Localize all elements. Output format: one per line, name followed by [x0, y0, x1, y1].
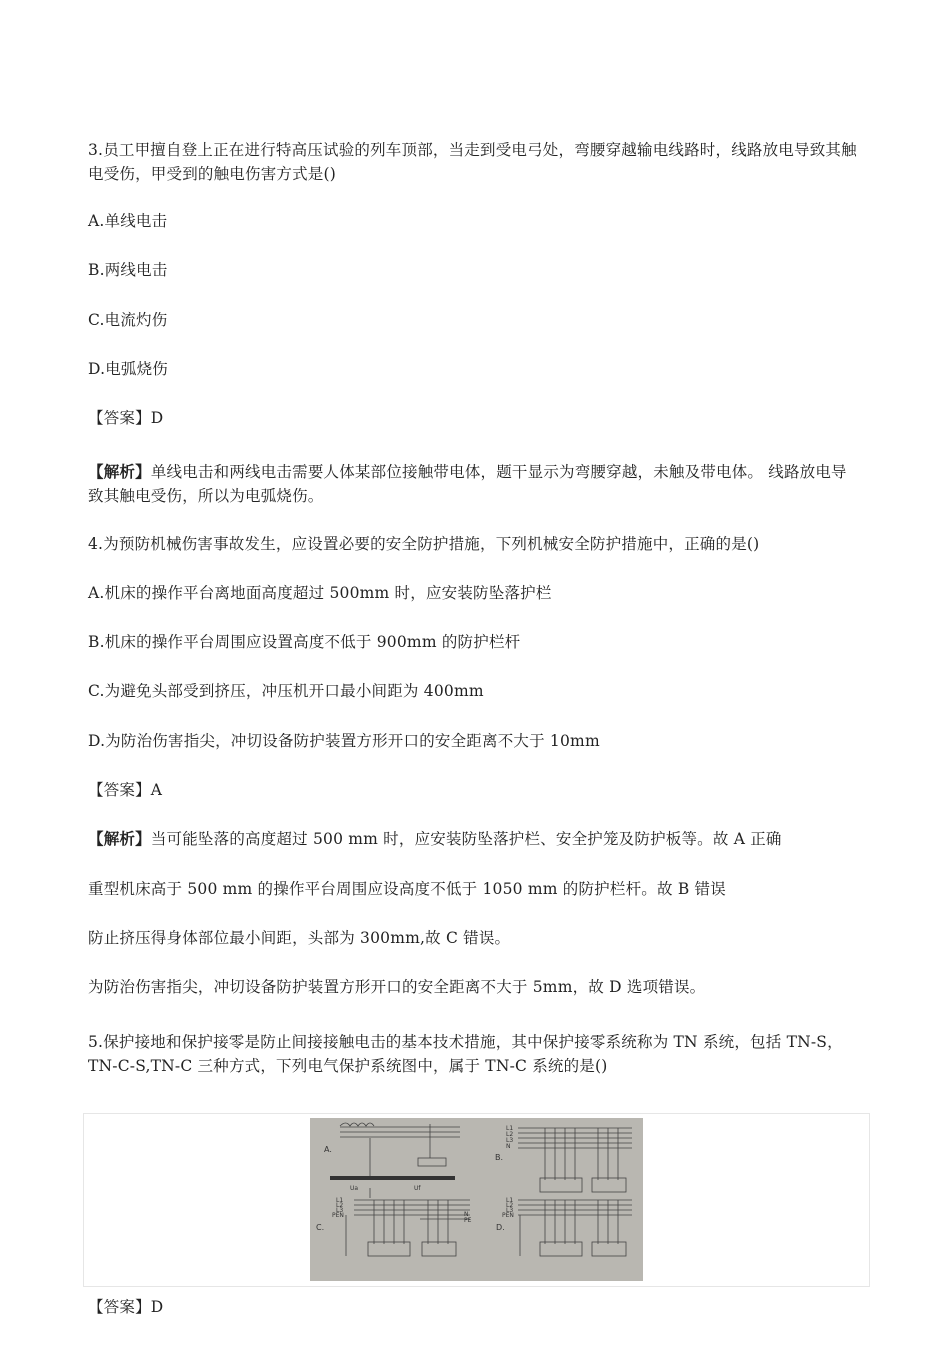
- panel-a-earth-bar: [330, 1176, 455, 1180]
- panel-c-pen: PEN: [332, 1212, 344, 1219]
- panel-c: [346, 1200, 470, 1256]
- q4-analysis-text: 当可能坠落的高度超过 500 mm 时，应安装防坠落护栏、安全护笼及防护板等。故 A 正确: [150, 830, 782, 848]
- q4-option-a: A.机床的操作平台离地面高度超过 500mm 时，应安装防坠落护栏: [88, 584, 552, 602]
- q3-analysis: [88, 460, 858, 508]
- q4-analysis-3: 防止挤压得身体部位最小间距，头部为 300mm,故 C 错误。: [88, 929, 511, 947]
- q3-analysis-label: 【解析】: [88, 462, 151, 481]
- q3-analysis-text: 单线电击和两线电击需要人体某部位接触带电体，题干显示为弯腰穿越，未触及带电体。 线路放电导致其触电受伤，所以为电弧烧伤。: [88, 463, 847, 505]
- tn-system-diagram-photo: [310, 1118, 643, 1281]
- panel-d-l3: L3: [506, 1207, 514, 1214]
- q3-answer: 【答案】D: [88, 409, 164, 427]
- q3-option-d: D.电弧烧伤: [88, 360, 169, 378]
- panel-b-l1: L1: [506, 1125, 514, 1132]
- q4-option-b: B.机床的操作平台周围应设置高度不低于 900mm 的防护栏杆: [88, 633, 521, 651]
- q4-stem: 4.为预防机械伤害事故发生，应设置必要的安全防护措施，下列机械安全防护措施中，正确的是(): [88, 535, 760, 553]
- panel-c-l1: L1: [336, 1197, 344, 1204]
- panel-a-uf: Uf: [414, 1185, 421, 1192]
- panel-d: [518, 1200, 632, 1256]
- q5-stem: 5.保护接地和保护接零是防止间接接触电击的基本技术措施，其中保护接零系统称为 TN 系统，包括 TN-S， TN-C-S,TN-C 三种方式，下列电气保护系统图中，属于 TN-C 系统的是(): [88, 1033, 848, 1075]
- panel-b-l3: L3: [506, 1137, 514, 1144]
- panel-d-l2: L2: [506, 1202, 514, 1209]
- panel-b-label: B.: [495, 1153, 504, 1162]
- panel-d-pen: PEN: [502, 1212, 514, 1219]
- panel-c-n: N: [464, 1211, 469, 1218]
- panel-d-label: D.: [496, 1223, 505, 1232]
- panel-c-l2: L2: [336, 1202, 344, 1209]
- q4-option-c: C.为避免头部受到挤压，冲压机开口最小间距为 400mm: [88, 682, 484, 700]
- q4-analysis-1: [88, 827, 858, 851]
- q3-option-b: B.两线电击: [88, 261, 168, 279]
- q3-stem: 3.员工甲擅自登上正在进行特高压试验的列车顶部，当走到受电弓处，弯腰穿越输电线路时，线路放电导致其触电受伤，甲受到的触电伤害方式是(): [88, 141, 857, 183]
- tn-system-diagram: [310, 1118, 643, 1281]
- panel-b-n: N: [506, 1143, 511, 1150]
- panel-b-l2: L2: [506, 1131, 514, 1138]
- q4-analysis-2: 重型机床高于 500 mm 的操作平台周围应设高度不低于 1050 mm 的防护栏杆。故 B 错误: [88, 880, 726, 898]
- q4-answer: 【答案】A: [88, 781, 163, 799]
- q5-answer: 【答案】D: [88, 1298, 164, 1316]
- q4-analysis-4: 为防治伤害指尖，冲切设备防护装置方形开口的安全距离不大于 5mm，故 D 选项错误。: [88, 978, 706, 996]
- panel-a-ua: Ua: [350, 1185, 359, 1192]
- panel-c-pe: PE: [464, 1217, 472, 1224]
- q3-option-c: C.电流灼伤: [88, 311, 168, 329]
- panel-b: [518, 1128, 632, 1192]
- q4-analysis-label: 【解析】: [88, 829, 151, 848]
- panel-c-l3: L3: [336, 1207, 344, 1214]
- panel-d-l1: L1: [506, 1197, 514, 1204]
- q3-option-a: A.单线电击: [88, 212, 168, 230]
- q5-figure-frame: [83, 1113, 870, 1287]
- q4-option-d: D.为防治伤害指尖，冲切设备防护装置方形开口的安全距离不大于 10mm: [88, 732, 600, 750]
- panel-a-label: A.: [324, 1145, 332, 1154]
- panel-c-label: C.: [316, 1223, 325, 1232]
